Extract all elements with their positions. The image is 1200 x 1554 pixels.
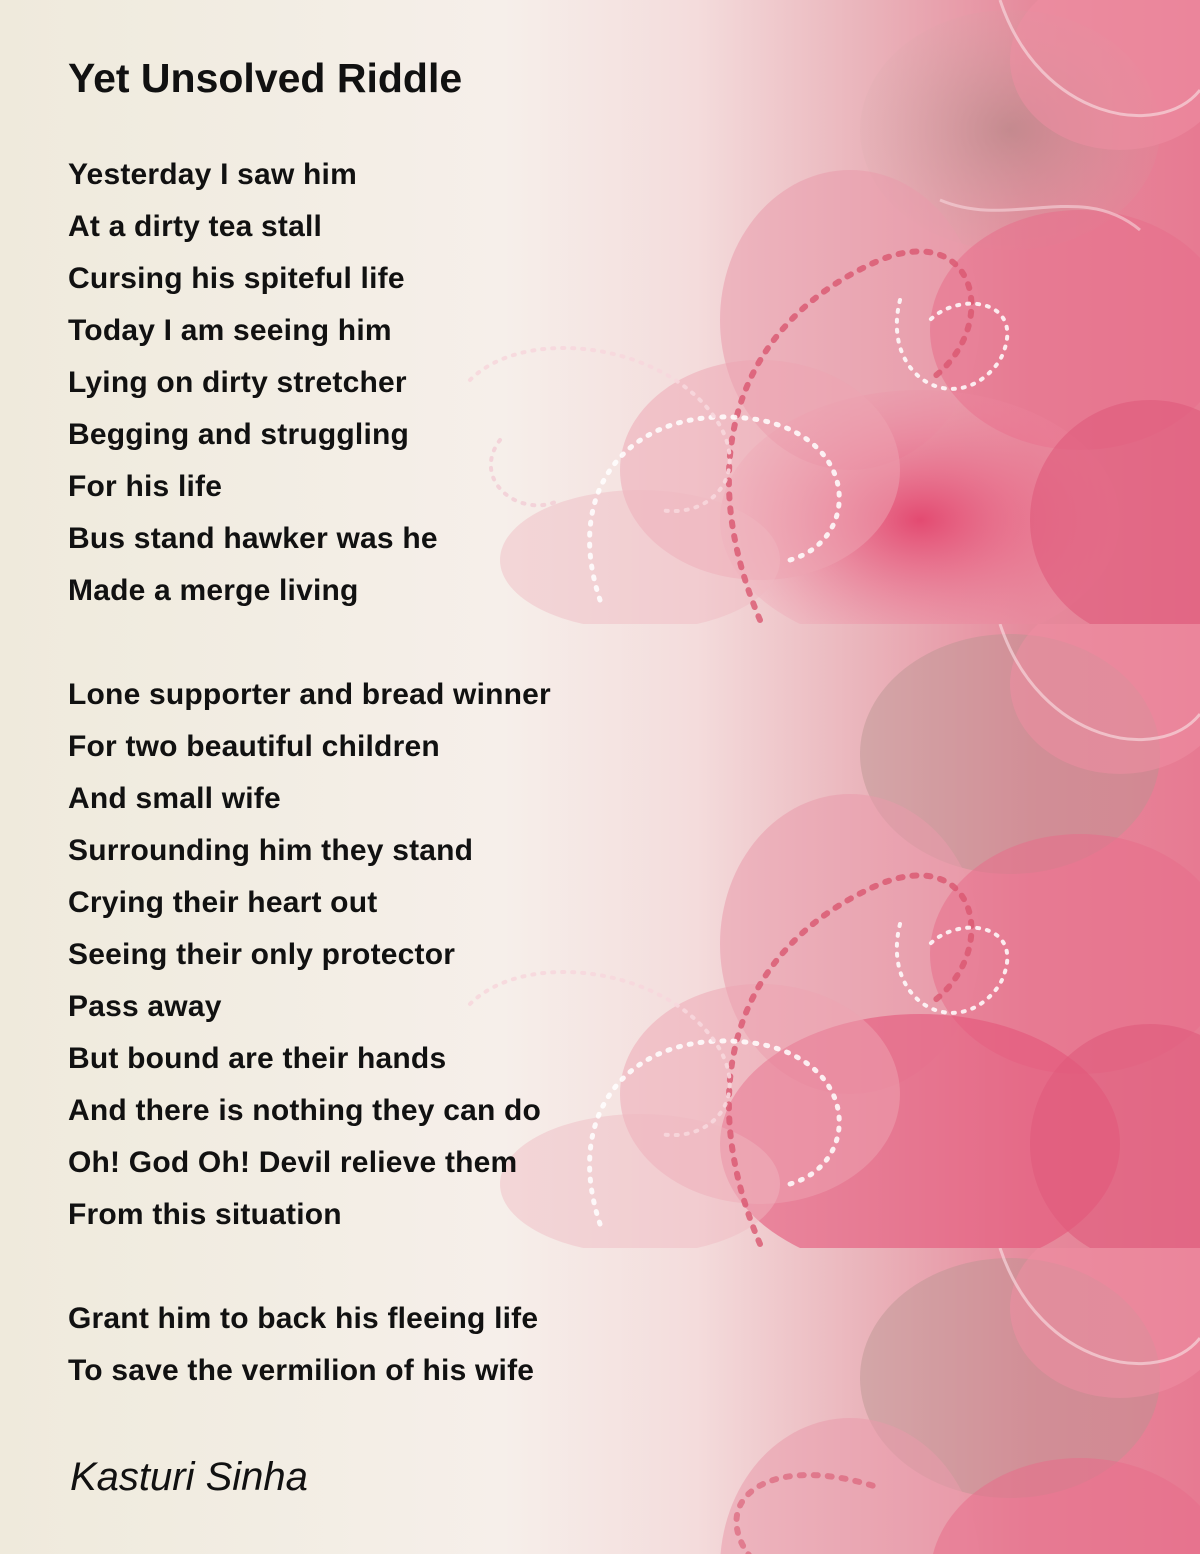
poem-line: Bus stand hawker was he xyxy=(68,522,438,555)
stanza-2 xyxy=(68,669,551,1241)
poem-line: Surrounding him they stand xyxy=(68,834,474,867)
poem-line: Grant him to back his fleeing life xyxy=(68,1302,539,1335)
poem-line: At a dirty tea stall xyxy=(68,210,323,243)
poem-author: Kasturi Sinha xyxy=(70,1455,308,1499)
poem-line: From this situation xyxy=(68,1198,342,1231)
poem-line: And small wife xyxy=(68,782,281,815)
poem-line: Crying their heart out xyxy=(68,886,378,919)
poem-line: Oh! God Oh! Devil relieve them xyxy=(68,1146,518,1179)
poem-line: Seeing their only protector xyxy=(68,938,456,971)
poem-line: Cursing his spiteful life xyxy=(68,262,405,295)
poem-line: To save the vermilion of his wife xyxy=(68,1354,535,1387)
poem-line: And there is nothing they can do xyxy=(68,1094,542,1127)
poem-line: Made a merge living xyxy=(68,574,359,607)
poem-line: Lying on dirty stretcher xyxy=(68,366,407,399)
stanza-3 xyxy=(68,1293,538,1397)
poem-line: For his life xyxy=(68,470,223,503)
poem-line: Today I am seeing him xyxy=(68,314,392,347)
stanza-1 xyxy=(68,149,438,617)
poem-title: Yet Unsolved Riddle xyxy=(68,55,463,101)
poem-line: Yesterday I saw him xyxy=(68,158,357,191)
poem-line: For two beautiful children xyxy=(68,730,440,763)
poem-line: Pass away xyxy=(68,990,222,1023)
poem-line: But bound are their hands xyxy=(68,1042,447,1075)
poem-line: Begging and struggling xyxy=(68,418,410,451)
poem-line: Lone supporter and bread winner xyxy=(68,678,551,711)
